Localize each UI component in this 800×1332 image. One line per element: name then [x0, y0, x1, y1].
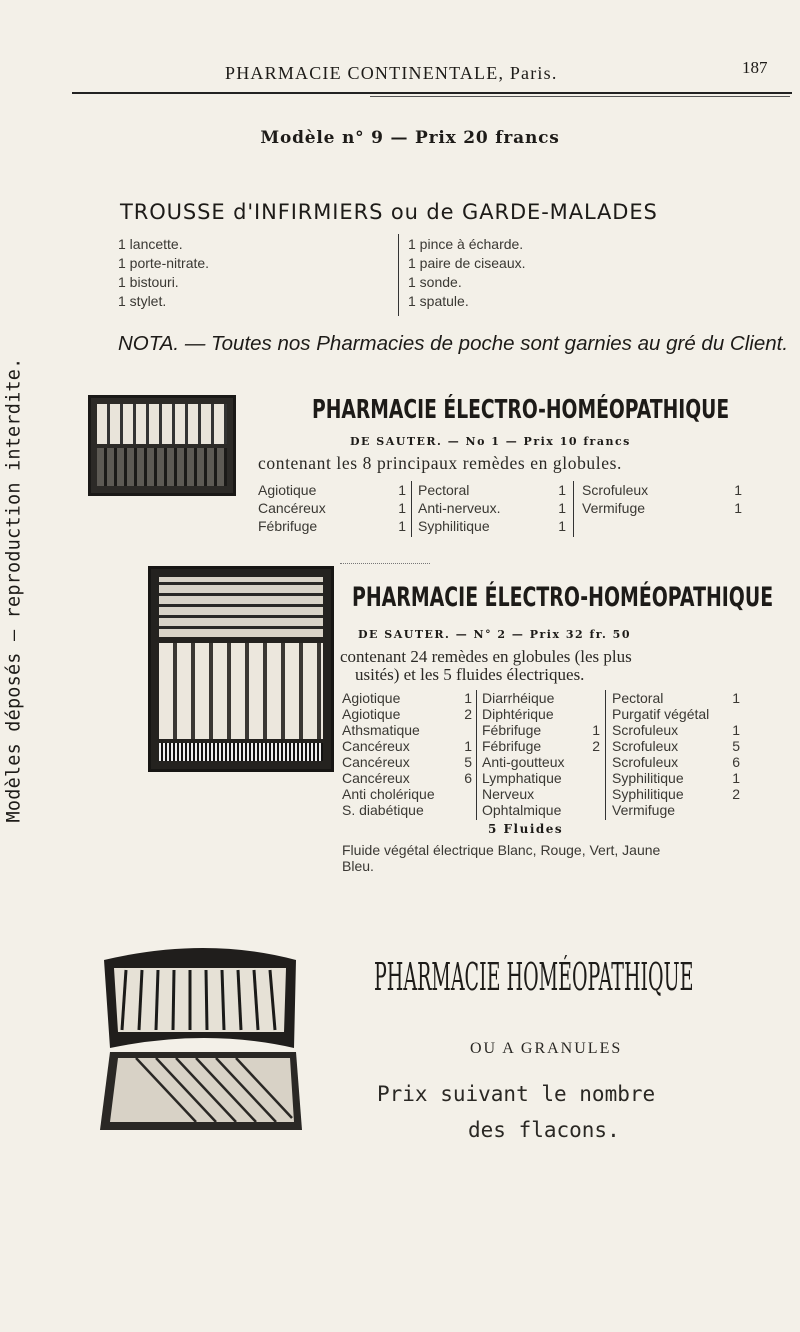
table-cell: 1 [734, 500, 742, 516]
table-cell: 6 [464, 770, 472, 786]
section3-title: PHARMACIE HOMÉOPATHIQUE [374, 955, 694, 999]
table-cell: 2 [732, 786, 740, 802]
section3-price-line1: Prix suivant le nombre [377, 1082, 656, 1106]
column-divider [398, 234, 399, 316]
column-divider [411, 481, 412, 537]
box-body [97, 448, 227, 486]
fluids-line1: Fluide végétal électrique Blanc, Rouge, Vert, Jaune [342, 842, 661, 858]
section3-price-line2: des flacons. [468, 1118, 620, 1142]
table-row: Vermifuge [582, 500, 646, 516]
column-divider [573, 481, 574, 537]
table-row: Scrofuleux [612, 738, 679, 754]
box-lid [159, 577, 323, 637]
table-cell: 5 [732, 738, 740, 754]
running-header [0, 58, 800, 93]
table-cell: 1 [732, 722, 740, 738]
table-row: Agiotique [258, 482, 317, 498]
table-row: Vermifuge [612, 802, 676, 818]
table-row: Scrofuleux [612, 754, 679, 770]
trousse-title: TROUSSE d'INFIRMIERS ou de GARDE-MALADES [120, 200, 658, 224]
column-divider [605, 690, 606, 820]
table-row: Cancéreux [342, 754, 410, 770]
table-row: Pectoral [612, 690, 664, 706]
table-row: Diarrhéique [482, 690, 555, 706]
trousse-left-list [118, 235, 209, 311]
box-base [159, 743, 323, 761]
table-row: Scrofuleux [612, 722, 679, 738]
section2-subtitle: DE SAUTER. — N° 2 — Prix 32 fr. 50 [358, 628, 631, 641]
box-vials [159, 643, 323, 739]
fluids-title: 5 Fluides [488, 822, 564, 836]
table-cell: 1 [558, 482, 566, 498]
section-separator [340, 563, 430, 564]
table-cell: 1 [398, 500, 406, 516]
table-row: Athsmatique [342, 722, 420, 738]
table-cell: 1 [398, 518, 406, 534]
table-cell: 2 [464, 706, 472, 722]
pharmacy-box-no2-illustration [148, 566, 334, 772]
pharmacy-box-no1-illustration [88, 395, 236, 496]
table-row: Pectoral [418, 482, 470, 498]
list-item: 1 paire de ciseaux. [408, 255, 526, 271]
table-cell: 1 [464, 738, 472, 754]
table-row: Cancéreux [342, 770, 410, 786]
table-row: Purgatif végétal [612, 706, 710, 722]
table-row: Fébrifuge [482, 738, 542, 754]
table-cell: 1 [592, 722, 600, 738]
table-cell: 2 [592, 738, 600, 754]
table-row: Anti cholérique [342, 786, 435, 802]
column-divider [476, 690, 477, 820]
header-rule-thin [370, 96, 790, 97]
list-item: 1 bistouri. [118, 274, 179, 290]
running-title: PHARMACIE CONTINENTALE, Paris. [225, 63, 558, 83]
side-notice-text: Modèles déposés — reproduction interdite. [3, 357, 25, 823]
table-cell: 1 [464, 690, 472, 706]
table-row: Syphilitique [612, 786, 684, 802]
table-row: Lymphatique [482, 770, 562, 786]
table-row: Anti-nerveux. [418, 500, 501, 516]
section1-subtitle: DE SAUTER. — No 1 — Prix 10 francs [350, 435, 631, 448]
nota-line: NOTA. — Toutes nos Pharmacies de poche sont garnies au gré du Client. [118, 332, 789, 355]
table-row: Cancéreux [342, 738, 410, 754]
side-notice [2, 310, 26, 870]
pharmacy-box-homeopathic-illustration [96, 940, 306, 1140]
list-item: 1 spatule. [408, 293, 469, 309]
list-item: 1 lancette. [118, 236, 183, 252]
table-cell: 1 [398, 482, 406, 498]
list-item: 1 porte-nitrate. [118, 255, 210, 271]
table-cell: 5 [464, 754, 472, 770]
table-cell: 1 [734, 482, 742, 498]
list-item: 1 sonde. [408, 274, 462, 290]
table-row: Syphilitique [612, 770, 684, 786]
table-row: Agiotique [342, 706, 401, 722]
section3-subtitle: OU A GRANULES [470, 1040, 623, 1057]
section1-title: PHARMACIE ÉLECTRO-HOMÉOPATHIQUE [312, 395, 730, 425]
table-row: Diphtérique [482, 706, 554, 722]
table-row: Agiotique [342, 690, 401, 706]
section2-description-line2: usités) et les 5 fluides électriques. [355, 665, 585, 684]
table-row: Anti-goutteux [482, 754, 565, 770]
table-cell: 1 [558, 500, 566, 516]
header-rule [72, 92, 792, 94]
list-item: 1 stylet. [118, 293, 167, 309]
list-item: 1 pince à écharde. [408, 236, 524, 252]
table-cell: 6 [732, 754, 740, 770]
model-line: Modèle n° 9 — Prix 20 francs [260, 128, 560, 148]
fluids-line2: Bleu. [342, 858, 374, 874]
page-number: 187 [742, 58, 768, 77]
table-row: Syphilitique [418, 518, 490, 534]
table-cell: 1 [732, 770, 740, 786]
table-row: Ophtalmique [482, 802, 562, 818]
box-lid [97, 404, 227, 444]
table-row: Scrofuleux [582, 482, 649, 498]
table-row: S. diabétique [342, 802, 424, 818]
table-cell: 1 [732, 690, 740, 706]
table-row: Fébrifuge [482, 722, 542, 738]
trousse-right-list [408, 235, 526, 311]
section1-description: contenant les 8 principaux remèdes en globules. [258, 453, 622, 473]
table-row: Cancéreux [258, 500, 326, 516]
table-row: Nerveux [482, 786, 535, 802]
section2-description-line1: contenant 24 remèdes en globules (les plus [340, 647, 632, 666]
table-cell: 1 [558, 518, 566, 534]
section2-title: PHARMACIE ÉLECTRO-HOMÉOPATHIQUE [352, 582, 774, 613]
table-row: Fébrifuge [258, 518, 318, 534]
